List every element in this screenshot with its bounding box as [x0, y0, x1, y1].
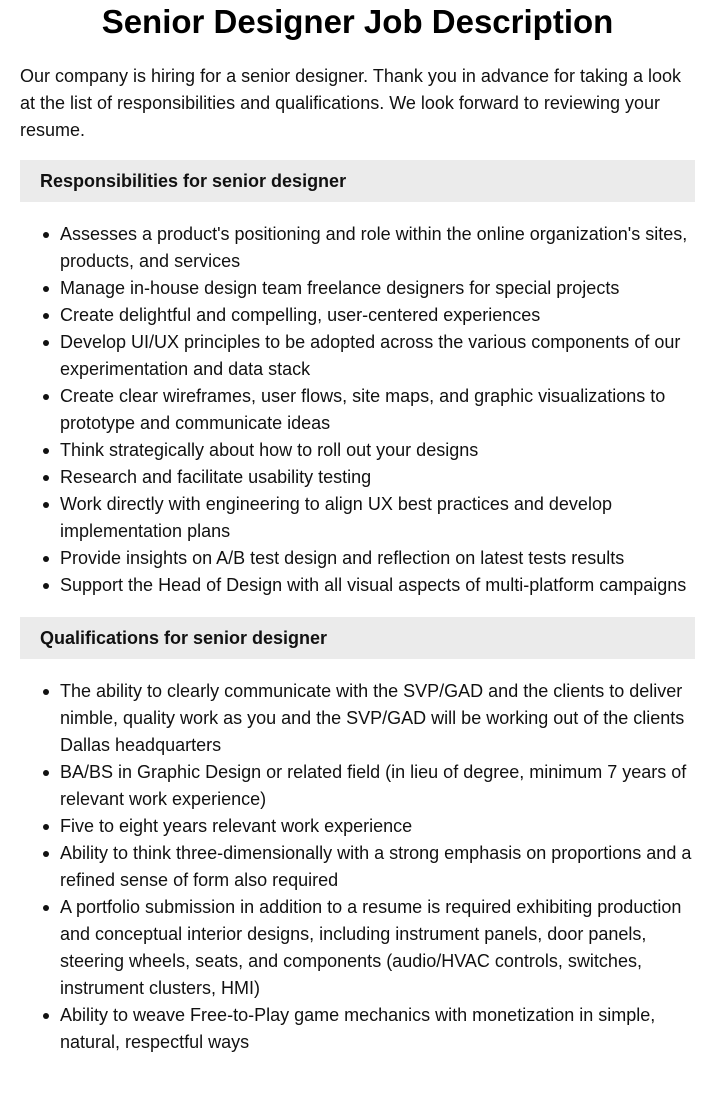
list-item: Work directly with engineering to align UX best practices and develop implementation plans — [60, 491, 695, 545]
list-item: Support the Head of Design with all visual aspects of multi-platform campaigns — [60, 572, 695, 599]
list-item: Provide insights on A/B test design and reflection on latest tests results — [60, 545, 695, 572]
list-item: Research and facilitate usability testing — [60, 464, 695, 491]
qualifications-heading: Qualifications for senior designer — [20, 617, 695, 659]
list-item: Think strategically about how to roll out your designs — [60, 437, 695, 464]
list-item: Assesses a product's positioning and role within the online organization's sites, products, and services — [60, 221, 695, 275]
list-item: A portfolio submission in addition to a resume is required exhibiting production and conceptual interior designs, including instrument panels, door panels, steering wheels, seats, and components (audio/HVAC controls, switches, instrument clusters, HMI) — [60, 894, 695, 1002]
list-item: Create delightful and compelling, user-centered experiences — [60, 302, 695, 329]
qualifications-list — [20, 678, 695, 1056]
list-item: BA/BS in Graphic Design or related field (in lieu of degree, minimum 7 years of relevant work experience) — [60, 759, 695, 813]
responsibilities-list — [20, 221, 695, 599]
list-item: Create clear wireframes, user flows, site maps, and graphic visualizations to prototype and communicate ideas — [60, 383, 695, 437]
intro-paragraph: Our company is hiring for a senior designer. Thank you in advance for taking a look at the list of responsibilities and qualifications. We look forward to reviewing your resume. — [20, 66, 682, 140]
page-title: Senior Designer Job Description — [101, 3, 614, 40]
responsibilities-heading: Responsibilities for senior designer — [20, 160, 695, 202]
list-item: Five to eight years relevant work experience — [60, 813, 695, 840]
list-item: The ability to clearly communicate with the SVP/GAD and the clients to deliver nimble, quality work as you and the SVP/GAD will be working out of the clients Dallas headquarters — [60, 678, 695, 759]
list-item: Ability to think three-dimensionally with a strong emphasis on proportions and a refined sense of form also required — [60, 840, 695, 894]
list-item: Manage in-house design team freelance designers for special projects — [60, 275, 695, 302]
list-item: Ability to weave Free-to-Play game mechanics with monetization in simple, natural, respectful ways — [60, 1002, 695, 1056]
list-item: Develop UI/UX principles to be adopted across the various components of our experimentation and data stack — [60, 329, 695, 383]
